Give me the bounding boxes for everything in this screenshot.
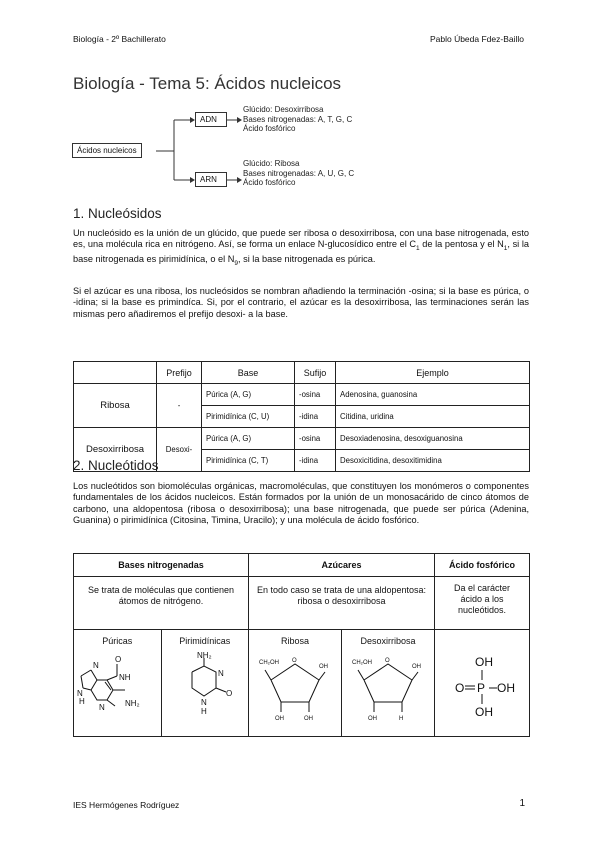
svg-text:O: O <box>455 681 465 695</box>
prefix-cell: - <box>157 384 202 428</box>
example-cell: Desoxicitidina, desoxitimidina <box>336 450 530 472</box>
svg-text:OH: OH <box>475 655 493 669</box>
table-header: Prefijo <box>157 362 202 384</box>
base-cell: Pirimidínica (C, U) <box>202 406 295 428</box>
header-subject: Biología - 2º Bachillerato <box>73 34 166 44</box>
table-header: Azúcares <box>249 554 435 577</box>
p1-sub: 1 <box>503 245 508 253</box>
svg-text:OH: OH <box>368 716 377 722</box>
ribose-cell <box>249 630 342 737</box>
example-cell: Desoxiadenosina, desoxiguanosina <box>336 428 530 450</box>
svg-text:P: P <box>477 681 486 695</box>
desc-cell: En todo caso se trata de una aldopentosa: ribosa o desoxirribosa <box>249 577 435 630</box>
table-header: Ácido fosfórico <box>435 554 530 577</box>
svg-text:N: N <box>77 689 84 698</box>
pyrimidine-cell <box>161 630 249 737</box>
svg-text:NH: NH <box>119 673 131 682</box>
diagram-adn-item: Glúcido: Desoxirribosa <box>243 105 324 114</box>
footer-school: IES Hermógenes Rodríguez <box>73 800 180 810</box>
nucleotide-components-table <box>73 553 530 737</box>
suffix-cell: -osina <box>295 384 336 406</box>
table-header-row <box>74 554 530 577</box>
table-header <box>74 362 157 384</box>
svg-text:OH: OH <box>319 664 328 670</box>
diagram-arn-item: Bases nitrogenadas: A, U, G, C <box>243 168 355 178</box>
svg-text:O: O <box>225 689 232 698</box>
base-cell: Pirimidínica (C, T) <box>202 450 295 472</box>
deoxyribose-structure-icon <box>348 650 428 722</box>
phosphoric-acid-structure-icon <box>447 648 517 728</box>
nucleic-acid-diagram <box>72 100 392 195</box>
p1-text: de la pentosa y el N <box>419 239 504 250</box>
cytosine-structure-icon <box>170 650 240 722</box>
example-cell: Adenosina, guanosina <box>336 384 530 406</box>
base-cell: Púrica (A, G) <box>202 384 295 406</box>
table-header: Ejemplo <box>336 362 530 384</box>
svg-text:OH: OH <box>475 705 493 719</box>
diagram-arn-item: Glúcido: Ribosa <box>243 159 300 168</box>
table-row <box>74 428 530 450</box>
table-header: Base <box>202 362 295 384</box>
table-row <box>74 384 530 406</box>
guanine-structure-icon <box>77 650 157 722</box>
caption: Ribosa <box>280 636 309 646</box>
diagram-arn-list <box>243 159 354 188</box>
svg-text:H: H <box>79 697 86 706</box>
p1-text: , si la base nitrogenada es pirimidínica, o el N <box>73 239 529 265</box>
diagram-adn-list <box>243 105 352 134</box>
diagram-adn-box: ADN <box>195 112 227 127</box>
svg-text:N: N <box>217 669 224 678</box>
purine-cell <box>74 630 162 737</box>
svg-text:OH: OH <box>304 716 313 722</box>
p1-text: , si la base nitrogenada es púrica. <box>238 254 376 265</box>
base-cell: Púrica (A, G) <box>202 428 295 450</box>
svg-text:N: N <box>200 698 207 707</box>
page-title: Biología - Tema 5: Ácidos nucleicos <box>73 74 342 93</box>
svg-text:CH₂OH: CH₂OH <box>259 660 279 666</box>
p1-text: Un nucleósido es la unión de un glúcido, que puede ser ribosa o desoxirribosa, con una base nitrogenada, esto es, una molécula rica en nitrógeno. Así, se forma un enlace N-glucosídico entre el C <box>73 228 529 250</box>
sugar-cell: Ribosa <box>74 384 157 428</box>
desc-cell: Da el carácter ácido a los nucleótidos. <box>435 577 530 630</box>
table-header: Bases nitrogenadas <box>74 554 249 577</box>
svg-text:O: O <box>115 655 122 664</box>
section2-paragraph: Los nucleótidos son biomoléculas orgánicas, macromoléculas, que constituyen los monómeros o componentes fundamentales de los ácidos nucleicos. Están formados por la unión de un monosacárido de cinco átomos de carbono, una aldopentosa (ribosa o desoxirribosa); una base nitrogenada, que puede ser púrica (Adenina, Guanina) o pirimidínica (Citosina, Timina, Uracilo); y una molécula de ácido fosfórico. <box>73 481 529 525</box>
suffix-cell: -osina <box>295 428 336 450</box>
desc-cell: Se trata de moléculas que contienen átomos de nitrógeno. <box>74 577 249 630</box>
sugar-cell: Desoxirribosa <box>74 428 157 472</box>
table-row <box>74 577 530 630</box>
svg-text:O: O <box>292 658 297 664</box>
caption: Púricas <box>102 636 133 646</box>
section1-paragraph2: Si el azúcar es una ribosa, los nucleósidos se nombran añadiendo la terminación -osina; si la base es púrica, o -idina; si la base es primindíca. Si, por el contrario, el azúcar es la desoxirribosa, las terminaciones serán las mismas pero añadiremos el prefijo desoxi- a la base. <box>73 286 529 319</box>
prefix-cell: Desoxi- <box>157 428 202 472</box>
svg-text:H: H <box>200 707 207 716</box>
svg-text:OH: OH <box>412 664 421 670</box>
phosphate-cell <box>435 630 530 737</box>
svg-text:OH: OH <box>497 681 515 695</box>
suffix-cell: -idina <box>295 406 336 428</box>
page-number: 1 <box>519 798 525 809</box>
example-cell: Citidina, uridina <box>336 406 530 428</box>
diagram-adn-item: Bases nitrogenadas: A, T, G, C <box>243 114 353 124</box>
table-header: Sufijo <box>295 362 336 384</box>
p1-sub: 1 <box>416 245 420 253</box>
section1-paragraph1 <box>73 228 529 270</box>
table-header-row <box>74 362 530 384</box>
table-row <box>74 630 530 737</box>
nucleoside-table <box>73 361 530 472</box>
deoxyribose-cell <box>342 630 435 737</box>
svg-text:NH₂: NH₂ <box>125 699 140 708</box>
ribose-structure-icon <box>255 650 335 722</box>
caption: Desoxirribosa <box>360 636 416 646</box>
section2-heading: 2. Nucleótidos <box>73 458 159 473</box>
svg-text:OH: OH <box>275 716 284 722</box>
svg-text:O: O <box>385 658 390 664</box>
svg-text:N: N <box>99 703 106 712</box>
diagram-root: Ácidos nucleicos <box>72 143 142 158</box>
svg-text:CH₂OH: CH₂OH <box>352 660 372 666</box>
section1-heading: 1. Nucleósidos <box>73 206 162 221</box>
svg-text:H: H <box>399 716 404 722</box>
caption: Pirimidínicas <box>179 636 231 646</box>
suffix-cell: -idina <box>295 450 336 472</box>
diagram-arn-item: Ácido fosfórico <box>243 178 296 188</box>
p1-sub: 9 <box>234 260 239 268</box>
svg-text:NH₂: NH₂ <box>196 651 212 660</box>
diagram-arn-box: ARN <box>195 172 227 187</box>
header-author: Pablo Úbeda Fdez-Baillo <box>429 34 524 44</box>
svg-text:N: N <box>93 661 100 670</box>
diagram-adn-item: Ácido fosfórico <box>243 124 296 134</box>
